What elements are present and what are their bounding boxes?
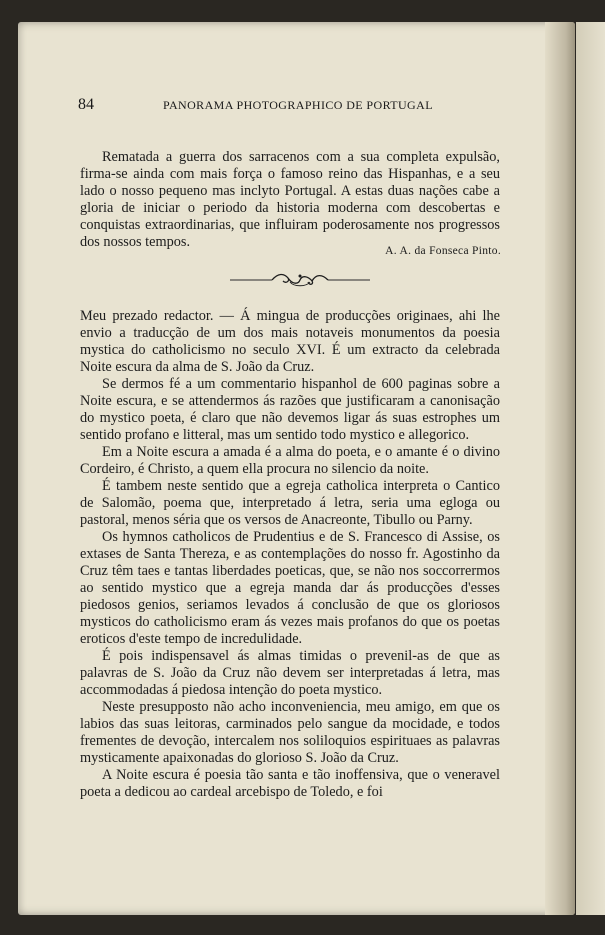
page-header [78, 96, 545, 114]
article-paragraph: Se dermos fé a um commentario hispanhol de 600 paginas sobre a Noite escura, e se attendermos ás razões que justificaram a canonisação do mystico poeta, é claro que não devemos ligar ás suas estrophes um sentido profano e litteral, mas um sentido todo mystico e allegorico. [80, 376, 500, 443]
article-paragraph: Os hymnos catholicos de Prudentius e de S. Francesco di Assise, os extases de Santa Thereza, e as contemplações do nosso fr. Agostinho da Cruz têm taes e tantas liberdades poeticas, que, se não nos soccorrermos ao sentido mystico que a egreja manda dar ás producções d'esses piedosos genios, seriamos levados á conclusão de que os gloriosos mysticos do catholicismo eram ás vezes mais profanos do que os poetas eroticos d'este tempo de incredulidade. [80, 529, 500, 647]
ornamental-divider-icon [230, 269, 370, 291]
running-title: PANORAMA PHOTOGRAPHICO DE PORTUGAL [163, 98, 433, 112]
article-paragraph: É tambem neste sentido que a egreja catholica interpreta o Cantico de Salomão, poema que, interpretado á letra, seria uma egloga ou pastoral, menos séria que os versos de Anacreonte, Tibullo ou Parny. [80, 478, 500, 528]
page-number: 84 [78, 96, 94, 113]
intro-block [80, 149, 500, 251]
article-paragraph: A Noite escura é poesia tão santa e tão inoffensiva, que o veneravel poeta a dedicou ao cardeal arcebispo de Toledo, e foi [80, 767, 500, 800]
article-paragraph: Neste presupposto não acho inconveniencia, meu amigo, em que os labios das suas leitoras, carminados pelo sangue da mocidade, e todos frementes de devoção, intercalem nos soliloquios espirituaes as palavras mysticamente apaixonadas do glorioso S. João da Cruz. [80, 699, 500, 766]
page-gutter-shadow [545, 22, 575, 915]
article-paragraph: É pois indispensavel ás almas timidas o prevenil-as de que as palavras de S. João da Cruz não devem ser interpretadas á letra, mas accommodadas á piedosa intenção do poeta mystico. [80, 648, 500, 698]
article-paragraph: Meu prezado redactor. — Á mingua de producções originaes, ahi lhe envio a traducção de um dos mais notaveis monumentos da poesia mystica do catholicismo no seculo XVI. É um extracto da celebrada Noite escura da alma de S. João da Cruz. [80, 308, 500, 375]
article-paragraph: Em a Noite escura a amada é a alma do poeta, e o amante é o divino Cordeiro, é Christo, a quem ella procura no silencio da noite. [80, 444, 500, 477]
adjacent-page-edge [576, 22, 605, 915]
intro-paragraph: Rematada a guerra dos sarracenos com a sua completa expulsão, firma-se ainda com mais força o famoso reino das Hispanhas, e a seu lado o nosso pequeno mas inclyto Portugal. A estas duas nações cabe a gloria de iniciar o periodo da historia moderna com descobertas e conquistas extraordinarias, que influiram poderosamente nos progressos dos nossos tempos. [80, 149, 500, 250]
article-body [80, 308, 500, 801]
author-signature: A. A. da Fonseca Pinto. [385, 245, 501, 257]
